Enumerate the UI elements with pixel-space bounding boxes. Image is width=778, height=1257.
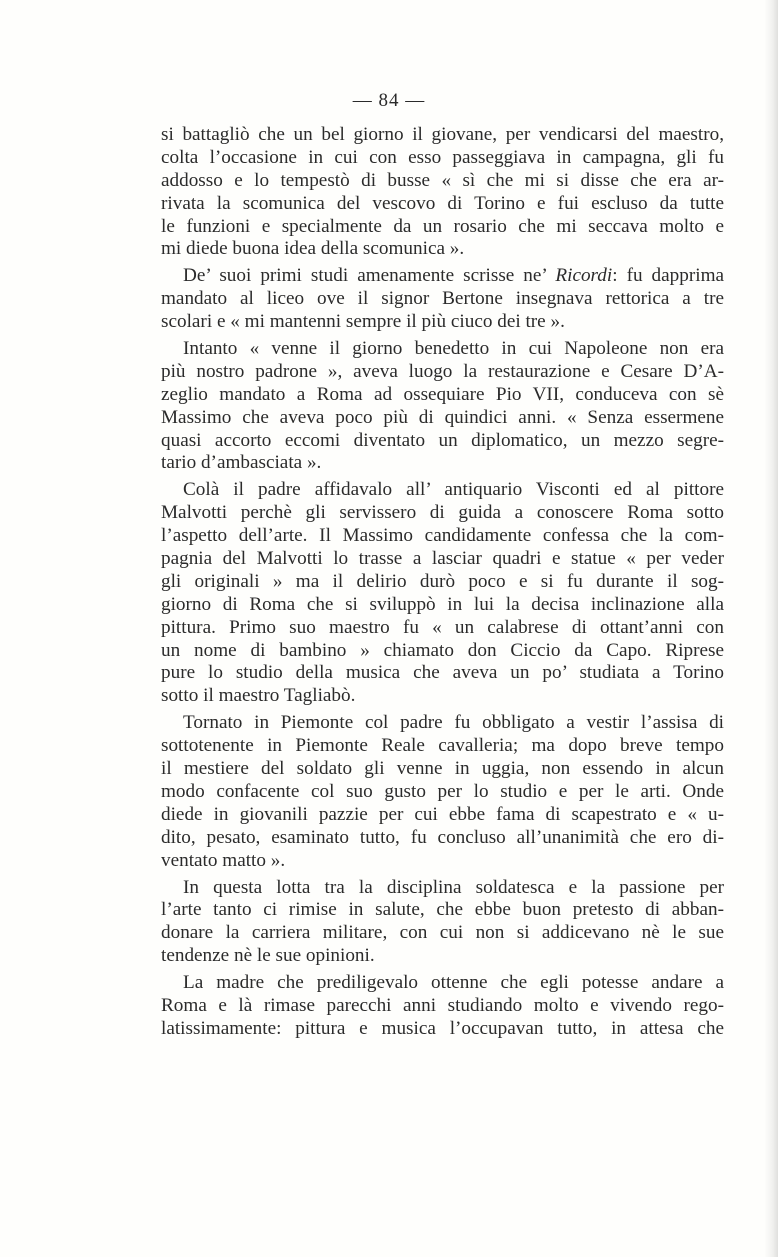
- text-line: gli originali » ma il delirio durò poco e si fu durante il sog-: [161, 570, 724, 592]
- text-line: colta l’occasione in cui con esso passeggiava in campagna, gli fu: [161, 146, 724, 168]
- text-line: donare la carriera militare, con cui non si addicevano nè le sue: [161, 922, 724, 944]
- text-line: si battagliò che un bel giorno il giovane, per vendicarsi del maestro,: [161, 124, 724, 145]
- text-line: tario d’ambasciata ».: [161, 452, 322, 474]
- text-line: un nome di bambino » chiamato don Ciccio da Capo. Riprese: [161, 639, 724, 661]
- text-line: mi diede buona idea della scomunica ».: [161, 238, 465, 260]
- text-line: pittura. Primo suo maestro fu « un calabrese di ottant’anni con: [161, 616, 724, 638]
- text-line: dito, pesato, esaminato tutto, fu concluso all’unanimità che ero di-: [161, 826, 724, 848]
- paragraph: [161, 877, 724, 969]
- text-line: modo confacente col suo gusto per lo studio e per le arti. Onde: [161, 780, 724, 802]
- text-line: l’aspetto dell’arte. Il Massimo candidamente confessa che la com-: [161, 525, 724, 547]
- text-line: tendenze nè le sue opinioni.: [161, 945, 375, 967]
- text-line: latissimamente: pittura e musica l’occupavan tutto, in attesa che: [161, 1017, 724, 1039]
- text-line: più nostro padrone », aveva luogo la restaurazione e Cesare D’A-: [161, 360, 724, 382]
- text-line: pure lo studio della musica che aveva un po’ studiata a Torino: [161, 662, 724, 684]
- paragraph: [161, 124, 724, 261]
- text-line: ventato matto ».: [161, 849, 286, 871]
- page-number: — 84 —: [352, 90, 426, 111]
- text-line: zeglio mandato a Roma ad ossequiare Pio VII, conduceva con sè: [161, 383, 724, 405]
- text-line: rivata la scomunica del vescovo di Torino e fui escluso da tutte: [161, 192, 724, 214]
- paragraph: [161, 972, 724, 1041]
- paragraph: [161, 265, 724, 334]
- text-line: Tornato in Piemonte col padre fu obbligato a vestir l’assisa di: [183, 712, 724, 734]
- page-edge-shadow: [764, 0, 778, 1257]
- text-line: Massimo che aveva poco più di quindici anni. « Senza essermene: [161, 406, 724, 428]
- text-line: pagnia del Malvotti lo trasse a lasciar quadri e statue « per veder: [161, 548, 724, 570]
- text-line: il mestiere del soldato gli venne in uggia, non essendo in alcun: [161, 758, 724, 780]
- text-line: sotto il maestro Tagliabò.: [161, 685, 356, 707]
- text-line: Colà il padre affidavalo all’ antiquario Visconti ed al pittore: [183, 479, 724, 501]
- paragraph: [161, 712, 724, 872]
- text-line: Malvotti perchè gli servissero di guida a conoscere Roma sotto: [161, 502, 724, 524]
- text-line: In questa lotta tra la disciplina soldatesca e la passione per: [183, 876, 724, 898]
- text-line: mandato al liceo ove il signor Bertone insegnava rettorica a tre: [161, 288, 724, 310]
- text-line: quasi accorto eccomi diventato un diplomatico, un mezzo segre-: [161, 429, 724, 451]
- text-line: diede in giovanili pazzie per cui ebbe fama di scapestrato e « u-: [161, 803, 724, 825]
- text-line: scolari e « mi mantenni sempre il più ciuco dei tre ».: [161, 311, 565, 333]
- text-line: addosso e lo tempestò di busse « sì che mi si disse che era ar-: [161, 169, 724, 191]
- body-text: [161, 124, 724, 1041]
- paragraph: [161, 338, 724, 475]
- text-line: Intanto « venne il giorno benedetto in cui Napoleone non era: [183, 338, 724, 360]
- text-line: Roma e là rimase parecchi anni studiando molto e vivendo rego-: [161, 994, 724, 1016]
- text-line: De’ suoi primi studi amenamente scrisse ne’ Ricordi: fu dapprima: [183, 265, 725, 287]
- paragraph: [161, 479, 724, 708]
- text-line: giorno di Roma che si sviluppò in lui la decisa inclinazione alla: [161, 593, 724, 615]
- text-line: La madre che prediligevalo ottenne che egli potesse andare a: [183, 972, 724, 994]
- text-line: l’arte tanto ci rimise in salute, che ebbe buon pretesto di abban-: [161, 899, 724, 921]
- text-line: sottotenente in Piemonte Reale cavalleria; ma dopo breve tempo: [161, 735, 724, 757]
- text-line: le funzioni e specialmente da un rosario che mi seccava molto e: [161, 215, 724, 237]
